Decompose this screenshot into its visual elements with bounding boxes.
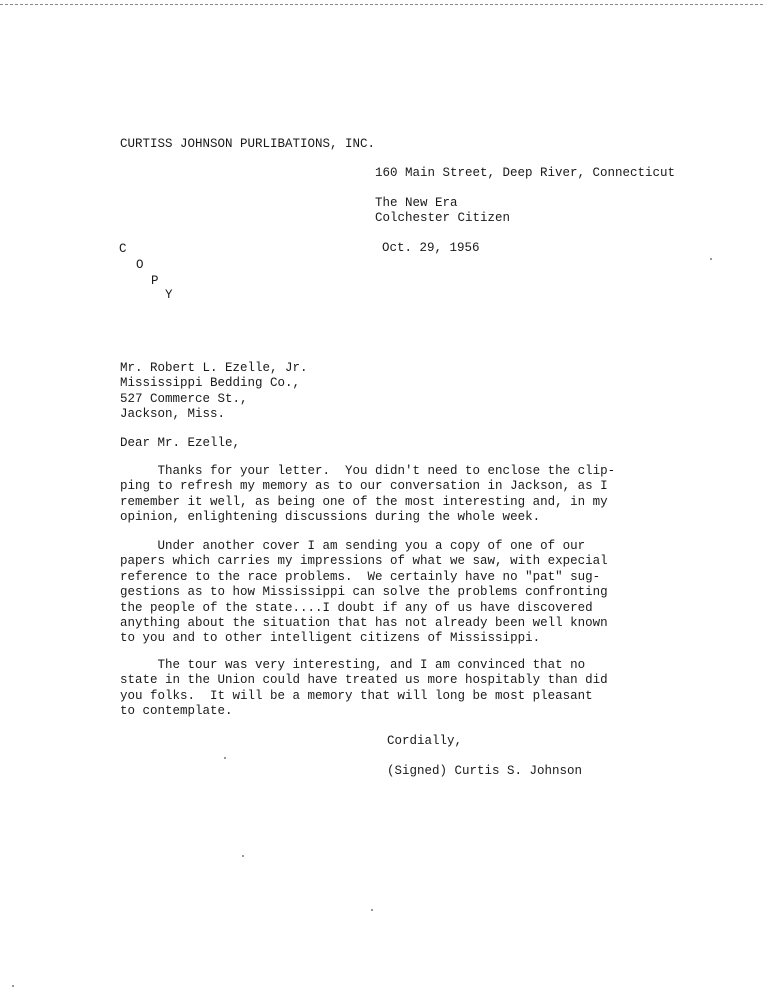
closing: Cordially, [387, 734, 463, 748]
paragraph-line: anything about the situation that has not already been well known [120, 615, 608, 630]
paper-speck [710, 258, 712, 260]
publication-name: The New Era [375, 196, 458, 210]
paper-speck [371, 909, 373, 911]
paragraph-line: papers which carries my impressions of what we saw, with expecial [120, 554, 608, 569]
copy-stamp-letter: Y [165, 288, 173, 302]
copy-stamp-letter: C [119, 242, 127, 256]
copy-stamp-letter: O [136, 258, 144, 272]
recipient-company: Mississippi Bedding Co., [120, 376, 301, 390]
paragraph-line: state in the Union could have treated us more hospitably than did [120, 673, 608, 688]
paragraph-line: The tour was very interesting, and I am convinced that no [120, 658, 586, 672]
paper-speck [242, 855, 244, 857]
paragraph-line: ping to refresh my memory as to our conversation in Jackson, as I [120, 479, 608, 494]
paragraph-line: gestions as to how Mississippi can solve the problems confronting [120, 585, 608, 600]
paragraph-line: the people of the state....I doubt if any of us have discovered [120, 600, 593, 615]
body-paragraph [120, 464, 615, 526]
letterhead: CURTISS JOHNSON PURLIBATIONS, INC. [120, 137, 376, 151]
copy-stamp-letter: P [151, 274, 159, 288]
paragraph-line: opinion, enlightening discussions during the whole week. [120, 510, 541, 525]
paragraph-line: you folks. It will be a memory that will long be most pleasant [120, 688, 593, 703]
paragraph-line: to contemplate. [120, 704, 233, 719]
publication-name: Colchester Citizen [375, 211, 511, 225]
sender-address: 160 Main Street, Deep River, Connecticut [375, 166, 676, 180]
body-paragraph [120, 539, 608, 647]
recipient-name: Mr. Robert L. Ezelle, Jr. [120, 361, 308, 375]
paper-speck [224, 757, 226, 759]
salutation: Dear Mr. Ezelle, [120, 436, 241, 450]
paragraph-line: Thanks for your letter. You didn't need to enclose the clip- [120, 464, 616, 478]
letter-date: Oct. 29, 1956 [382, 241, 480, 255]
paragraph-line: remember it well, as being one of the most interesting and, in my [120, 494, 608, 509]
body-paragraph [120, 658, 608, 720]
paragraph-line: Under another cover I am sending you a copy of one of our [120, 539, 586, 553]
signature-line: (Signed) Curtis S. Johnson [387, 764, 583, 778]
paragraph-line: to you and to other intelligent citizens of Mississippi. [120, 631, 541, 646]
recipient-street: 527 Commerce St., [120, 392, 248, 406]
top-edge-rule [0, 4, 763, 5]
recipient-city: Jackson, Miss. [120, 407, 226, 421]
paragraph-line: reference to the race problems. We certainly have no "pat" sug- [120, 569, 601, 584]
paper-speck [12, 985, 14, 987]
